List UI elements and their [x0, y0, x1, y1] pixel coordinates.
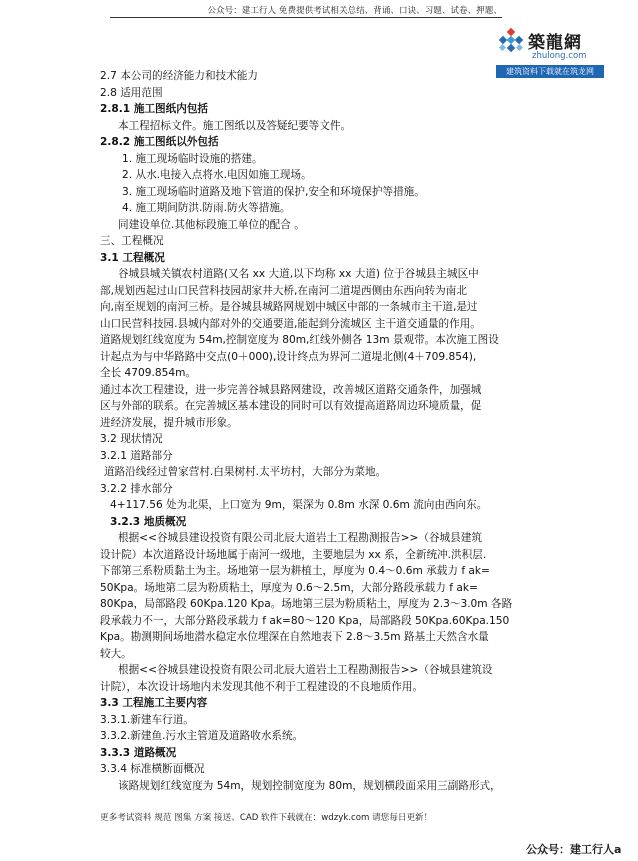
- document-line: 3.3.4 标准横断面概况: [100, 763, 205, 775]
- document-line: 通过本次工程建设，进一步完善谷城县路网建设，改善城区道路交通条件，加强城: [100, 383, 482, 396]
- document-line: 80Kpa，局部路段 60Kpa.120 Kpa。场地第三层为粉质粘土，厚度为 2.3～3.0m 各路: [100, 598, 513, 610]
- document-line: 3.3.3 道路概况: [100, 746, 177, 759]
- document-line: 根据<<谷城县建设投资有限公司北辰大道岩土工程勘测报告>>（谷城县建筑设: [118, 664, 493, 676]
- document-line: 段承载力不一，大部分路段承载力 f ak=80～120 Kpa，局部路段 50Kpa.60Kpa.150: [100, 614, 510, 627]
- document-line: Kpa。勘测期间场地潜水稳定水位埋深在自然地表下 2.8～3.5m 路基土天然含水量: [100, 631, 489, 643]
- document-body: [100, 68, 564, 794]
- document-line: 道路沿线经过曾家营村.白果树村.太平坊村，大部分为菜地。: [104, 466, 387, 478]
- document-line: 3.3.1.新建车行道。: [100, 713, 194, 726]
- document-line: 部,规划西起过山口民营科技园胡家井大桥,在南河二道堤西侧由东西向转为南北: [100, 284, 467, 297]
- document-line: 3. 施工现场临时道路及地下管道的保护,安全和环境保护等措施。: [122, 185, 425, 198]
- document-line: 3.2.1 道路部分: [100, 449, 173, 462]
- document-line: 4+117.56 处为北渠，上口宽为 9m，渠深为 0.8m 水深 0.6m 流向由西向东。: [110, 499, 488, 511]
- document-line: 3.2.3 地质概况: [110, 515, 187, 528]
- logo-slogan: 建筑资料下载就在筑龙网: [496, 65, 604, 78]
- document-line: 3.2.2 排水部分: [100, 482, 173, 495]
- logo-url: zhulong.com: [532, 51, 587, 61]
- document-line: 该路规划红线宽度为 54m，规划控制宽度为 80m，规划横段面采用三副路形式，: [118, 779, 501, 792]
- document-line: 同建设单位.其他标段施工单位的配合 。: [118, 218, 305, 231]
- document-line: 50Kpa。场地第二层为粉质粘土，厚度为 0.6～2.5m，大部分路段承载力 f ak=: [100, 581, 478, 594]
- document-line: 4. 施工期间防洪.防雨.防火等措施。: [122, 202, 291, 214]
- document-line: 计院），本次设计场地内未发现其他不利于工程建设的不良地质作用。: [100, 680, 424, 693]
- zhulong-logo-icon: [496, 27, 526, 57]
- logo-name: 築龍網: [528, 33, 582, 53]
- document-line: 2. 从水.电接入点将水.电因如施工现场。: [122, 169, 312, 181]
- document-line: 2.8.1 施工图纸内包括: [100, 103, 209, 115]
- watermark-text: 公众号：建工行人a: [526, 843, 622, 856]
- document-line: 道路规划红线宽度为 54m,控制宽度为 80m,红线外侧各 13m 景观带。本次施工图设: [100, 334, 499, 346]
- document-line: 进经济发展，提升城市形象。: [100, 416, 238, 429]
- document-line: 较大。: [100, 647, 132, 660]
- document-line: 根据<<谷城县建设投资有限公司北辰大道岩土工程勘测报告>>（谷城县建筑: [118, 532, 482, 544]
- document-line: 2.7 本公司的经济能力和技术能力: [100, 70, 258, 82]
- document-line: 向,南至规划的南河三桥。是谷城县城路网规划中城区中部的一条城市主干道,是过: [100, 301, 478, 313]
- document-line: 下部第三系粉质黏土为主。场地第一层为耕植土，厚度为 0.4～0.6m 承载力 f ak=: [100, 565, 490, 577]
- document-line: 区与外部的联系。在完善城区基本建设的同时可以有效提高道路周边环境质量，促: [100, 400, 482, 412]
- document-line: 设计院）本次道路设计场地属于南河一级地，主要地层为 xx 系，全新统冲.洪积层.: [100, 548, 487, 561]
- header-rule: [110, 17, 502, 18]
- document-line: 计起点为与中华路路中交点(0＋000),设计终点为界河二道堤北侧(4＋709.854),: [100, 350, 477, 363]
- document-line: 全长 4709.854m。: [100, 367, 197, 379]
- document-line: 3.3.2.新建鱼.污水主管道及道路收水系统。: [100, 730, 304, 742]
- document-line: 2.8 适用范围: [100, 86, 163, 99]
- page-header-text: 公众号：建工行人 免费提供考试相关总结、背诵、口诀、习题、试卷、押题、: [207, 5, 502, 15]
- document-line: 3.3 工程施工主要内容: [100, 697, 208, 709]
- document-line: 山口民营科技园.县城内部对外的交通要道,能起到分流城区 主干道交通量的作用。: [100, 317, 481, 330]
- document-line: 1. 施工现场临时设施的搭建。: [122, 152, 263, 165]
- document-line: 2.8.2 施工图纸以外包括: [100, 136, 219, 148]
- document-line: 3.2 现状情况: [100, 433, 163, 445]
- document-line: 谷城县城关镇农村道路(又名 xx 大道,以下均称 xx 大道) 位于谷城县主城区中: [118, 268, 479, 280]
- document-line: 3.1 工程概况: [100, 251, 165, 264]
- document-line: 本工程招标文件。施工图纸以及答疑纪要等文件。: [118, 119, 352, 132]
- document-line: 三、工程概况: [100, 235, 164, 247]
- page-footer-text: 更多考试资料 规范 图集 方案 接送、CAD 软件下载就在：wdzyk.com 请您每日更新！: [100, 813, 433, 823]
